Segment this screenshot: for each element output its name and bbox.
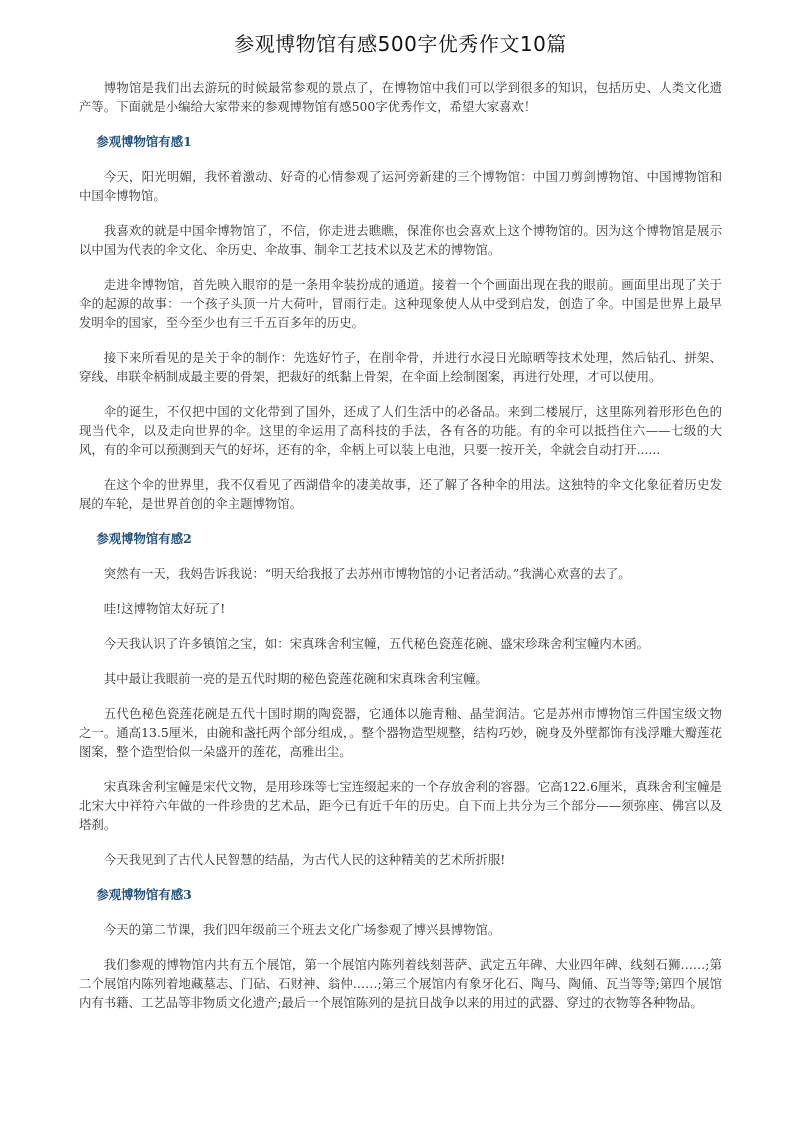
body-paragraph: 在这个伞的世界里，我不仅看见了西湖借伞的凄美故事，还了解了各种伞的用法。这独特的伞文化象征着历史发展的车轮，是世界首创的伞主题博物馆。 [79, 477, 722, 511]
body-paragraph: 伞的诞生，不仅把中国的文化带到了国外，还成了人们生活中的必备品。来到二楼展厅，这里陈列着形形色色的现当代伞，以及走向世界的伞。这里的伞运用了高科技的手法，各有各的功能。有的伞可以抵挡住六——七级的大风，有的伞可以预测到天气的好坏，还有的伞，伞柄上可以装上电池，只要一按开关，伞就会自动打开...... [79, 404, 722, 457]
page-title: 参观博物馆有感500字优秀作文10篇 [234, 32, 567, 56]
body-paragraph: 哇!这博物馆太好玩了! [103, 601, 226, 616]
intro-paragraph: 博物馆是我们出去游玩的时候最常参观的景点了，在博物馆中我们可以学到很多的知识，包括历史、人类文化遗产等。下面就是小编给大家带来的参观博物馆有感500字优秀作文，希望大家喜欢！ [79, 80, 722, 114]
section-heading: 参观博物馆有感1 [96, 134, 192, 149]
body-paragraph: 今天的第二节课，我们四年级前三个班去文化广场参观了博兴县博物馆。 [103, 922, 501, 937]
section-heading: 参观博物馆有感3 [96, 887, 192, 902]
body-paragraph: 我们参观的博物馆内共有五个展馆，第一个展馆内陈列着线刻菩萨、武定五年碑、大业四年碑、线刻石狮……;第二个展馆内陈列着地藏墓志、门砧、石财神、翁仲……;第三个展馆内有象牙化石、陶马、陶俑、瓦当等等;第四个展馆内有书籍、工艺品等非物质文化遗产;最后一个展馆陈列的是抗日战争以来的用过的武器、穿过的衣物等各种物品。 [79, 957, 722, 1010]
body-paragraph: 五代色秘色瓷莲花碗是五代十国时期的陶瓷器，它通体以施青釉、晶莹润洁。它是苏州市博物馆三件国宝级文物之一。通高13.5厘米，由碗和盏托两个部分组成，。整个器物造型规整，结构巧妙，碗身及外壁都饰有浅浮雕大瓣莲花图案，整个造型恰似一朵盛开的莲花，高雅出尘。 [79, 706, 722, 759]
body-paragraph: 宋真珠舍利宝幢是宋代文物，是用珍珠等七宝连缀起来的一个存放舍利的容器。它高122.6厘米，真珠舍利宝幢是北宋大中祥符六年做的一件珍贵的艺术品，距今已有近千年的历史。自下而上共分为三个部分——须弥座、佛宫以及塔刹。 [79, 779, 722, 832]
section-2 [79, 529, 722, 869]
body-paragraph: 突然有一天，我妈告诉我说：“明天给我报了去苏州市博物馆的小记者活动。”我满心欢喜的去了。 [103, 566, 631, 581]
section-heading: 参观博物馆有感2 [96, 531, 192, 546]
body-paragraph: 走进伞博物馆，首先映入眼帘的是一条用伞装扮成的通道。接着一个个画面出现在我的眼前。画面里出现了关于伞的起源的故事：一个孩子头顶一片大荷叶，冒雨行走。这种现象使人从中受到启发，创造了伞。中国是世界上最早发明伞的国家，至今至少也有三千五百多年的历史。 [79, 277, 722, 330]
section-3 [79, 885, 722, 1012]
body-paragraph: 今天我认识了许多镇馆之宝，如：宋真珠舍利宝幢，五代秘色瓷莲花碗、盛宋珍珠舍利宝幢内木函。 [103, 636, 649, 651]
body-paragraph: 我喜欢的就是中国伞博物馆了，不信，你走进去瞧瞧，保准你也会喜欢上这个博物馆的。因为这个博物馆是展示以中国为代表的伞文化、伞历史、伞故事、制伞工艺技术以及艺术的博物馆。 [79, 223, 722, 257]
body-paragraph: 其中最让我眼前一亮的是五代时期的秘色瓷莲花碗和宋真珠舍利宝幢。 [103, 671, 488, 686]
body-paragraph: 今天我见到了古代人民智慧的结晶，为古代人民的这种精美的艺术所折服! [103, 852, 506, 867]
body-paragraph: 今天，阳光明媚，我怀着激动、好奇的心情参观了运河旁新建的三个博物馆：中国刀剪剑博物馆、中国博物馆和中国伞博物馆。 [79, 169, 722, 203]
body-paragraph: 接下来所看见的是关于伞的制作：先选好竹子，在削伞骨，并进行水浸日光晾晒等技术处理，然后钻孔、拼架、穿线、串联伞柄制成最主要的骨架，把裁好的纸黏上骨架，在伞面上绘制图案，再进行处理，才可以使用。 [79, 350, 722, 384]
section-1 [79, 132, 722, 513]
